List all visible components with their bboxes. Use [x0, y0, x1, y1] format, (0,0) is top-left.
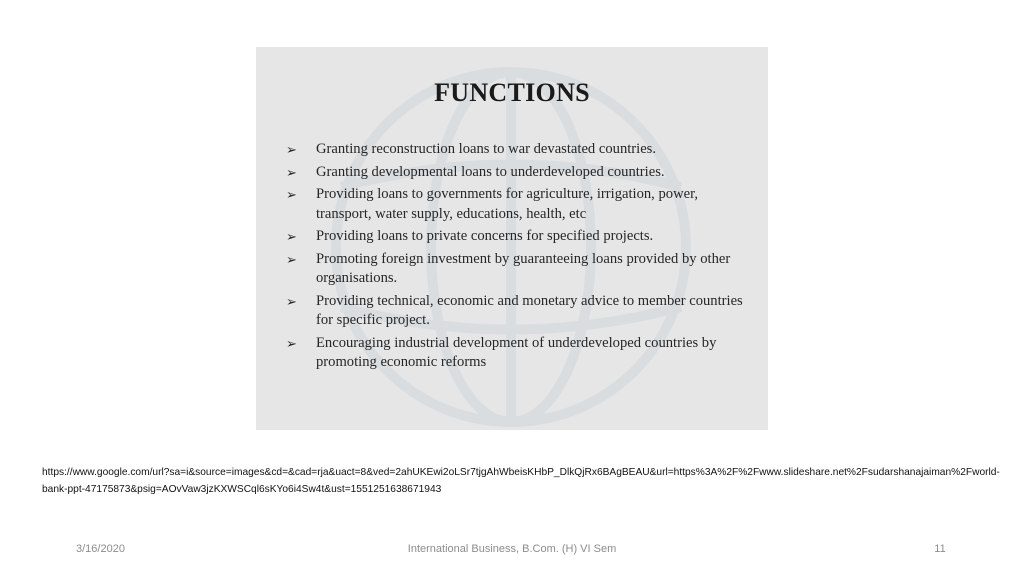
list-item: [286, 227, 746, 247]
list-item: [286, 163, 746, 183]
list-item-text: Encouraging industrial development of underdeveloped countries by promoting economic reforms: [316, 334, 717, 370]
list-item: [286, 140, 746, 160]
arrowhead-bullet-icon: ➢: [286, 335, 297, 351]
list-item-text: Providing technical, economic and monetary advice to member countries for specific project.: [316, 292, 743, 328]
list-item-text: Providing loans to governments for agriculture, irrigation, power, transport, water supply, educations, health, etc: [316, 186, 699, 222]
footer-date: 3/16/2020: [76, 543, 125, 555]
list-item-text: Granting reconstruction loans to war devastated countries.: [316, 141, 657, 157]
list-item: [286, 292, 746, 331]
list-item: [286, 334, 746, 373]
list-item-text: Providing loans to private concerns for specified projects.: [316, 228, 654, 244]
functions-list: [286, 140, 746, 376]
list-item: [286, 250, 746, 289]
arrowhead-bullet-icon: ➢: [286, 293, 297, 309]
arrowhead-bullet-icon: ➢: [286, 187, 297, 202]
arrowhead-bullet-icon: ➢: [286, 229, 297, 244]
source-url-text[interactable]: https://www.google.com/url?sa=i&source=images&cd=&cad=rja&uact=8&ved=2ahUKEwi2oLSr7tjgAhWbeisKHbP_DlkQjRx6BAgBEAU&url=https%3A%2F%2Fwww.slideshare.net%2Fsudarshanajaiman%2Fworld-bank-ppt-47175873&psig=AOvVaw3jzKXWSCql6sKYo6i4Sw4t&ust=1551251638671943: [42, 467, 1000, 495]
list-item-text: Granting developmental loans to underdeveloped countries.: [316, 163, 665, 180]
list-item: [286, 185, 746, 224]
functions-image: [256, 47, 768, 430]
list-item-text: Promoting foreign investment by guaranteeing loans provided by other organisations.: [316, 250, 731, 286]
image-title: FUNCTIONS: [434, 78, 590, 107]
arrowhead-bullet-icon: ➢: [286, 142, 297, 157]
footer-course-title: International Business, B.Com. (H) VI Sem: [407, 543, 617, 555]
footer-page-number: 11: [934, 543, 946, 555]
arrowhead-bullet-icon: ➢: [286, 164, 297, 180]
arrowhead-bullet-icon: ➢: [286, 251, 297, 267]
